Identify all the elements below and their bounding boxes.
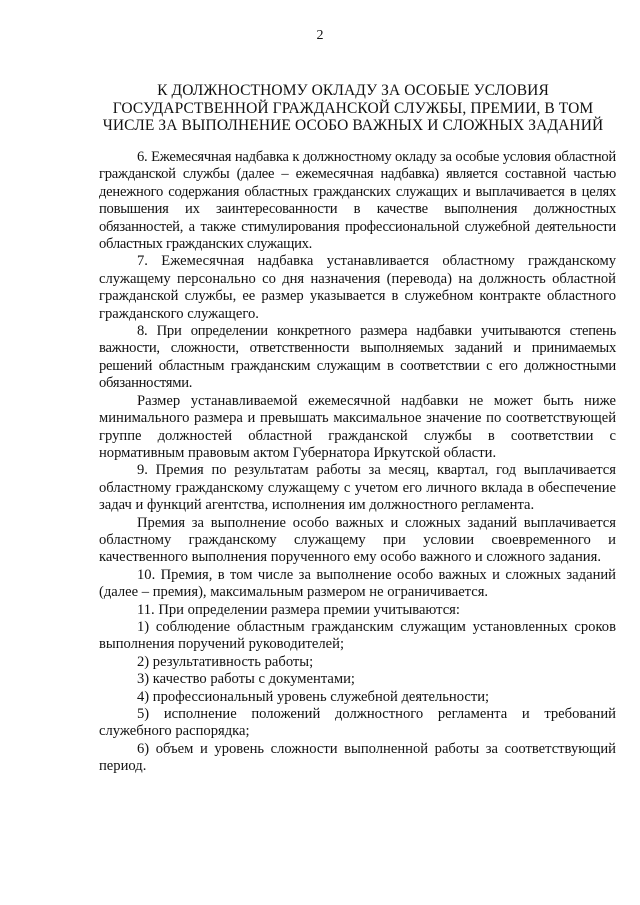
heading-line-3: ЧИСЛЕ ЗА ВЫПОЛНЕНИЕ ОСОБО ВАЖНЫХ И СЛОЖНЫХ ЗАДАНИЙ [102, 117, 604, 134]
paragraph-10: 10. Премия, в том числе за выполнение особо важных и сложных заданий (далее – премия), максимальным размером не ограничивается. [99, 566, 616, 601]
section-heading [90, 82, 616, 135]
list-item-4: 4) профессиональный уровень служебной деятельности; [137, 688, 490, 705]
paragraph-8-size-limits: Размер устанавливаемой ежемесячной надбавки не может быть ниже минимального размера и превышать максимальное значение по соответствующей группе должностей областной гражданской службы в соответствии с нормативным правовым актом Губернатора Иркутской области. [99, 392, 616, 461]
heading-line-1: К ДОЛЖНОСТНОМУ ОКЛАДУ ЗА ОСОБЫЕ УСЛОВИЯ [157, 82, 549, 99]
paragraph-9: 9. Премия по результатам работы за месяц, квартал, год выплачивается областному гражданскому служащему с учетом его личного вклада в обеспечение задач и функций агентства, исполнения им должностного регламента. [99, 462, 616, 514]
paragraph-7: 7. Ежемесячная надбавка устанавливается областному гражданскому служащему персонально со дня назначения (перевода) на должность областной гражданской службы, ее размер указывается в служебном контракте областного гражданского служащего. [99, 253, 616, 322]
paragraph-11: 11. При определении размера премии учитываются: [137, 601, 460, 618]
list-item-3: 3) качество работы с документами; [137, 671, 355, 688]
paragraph-6: 6. Ежемесячная надбавка к должностному окладу за особые условия областной гражданской службы (далее – ежемесячная надбавка) является составной частью денежного содержания областных гражданских служащих и выплачивается в целях повышения их заинтересованности в качестве выполнения должностных обязанностей, а также стимулирования профессиональной служебной деятельности областных гражданских служащих. [99, 149, 616, 253]
list-item-5: 5) исполнение положений должностного регламента и требований служебного распорядка; [99, 706, 616, 740]
document-body [99, 149, 616, 776]
list-item-2: 2) результативность работы; [137, 653, 314, 670]
paragraph-8: 8. При определении конкретного размера надбавки учитываются степень важности, сложности, ответственности выполняемых заданий и принимаемых решений областным гражданским служащим в соответствии с его должностными обязанностями. [99, 323, 616, 392]
list-item-6: 6) объем и уровень сложности выполненной работы за соответствующий период. [99, 740, 616, 775]
page-number: 2 [316, 28, 324, 43]
heading-line-2: ГОСУДАРСТВЕННОЙ ГРАЖДАНСКОЙ СЛУЖБЫ, ПРЕМИИ, В ТОМ [112, 99, 594, 117]
list-item-1: 1) соблюдение областным гражданским служащим установленных сроков выполнения поручений руководителей; [99, 618, 616, 653]
paragraph-9-special-bonus: Премия за выполнение особо важных и сложных заданий выплачивается областному гражданскому служащему при условии своевременного и качественного выполнения порученного ему особо важного и сложного задания. [99, 514, 616, 566]
